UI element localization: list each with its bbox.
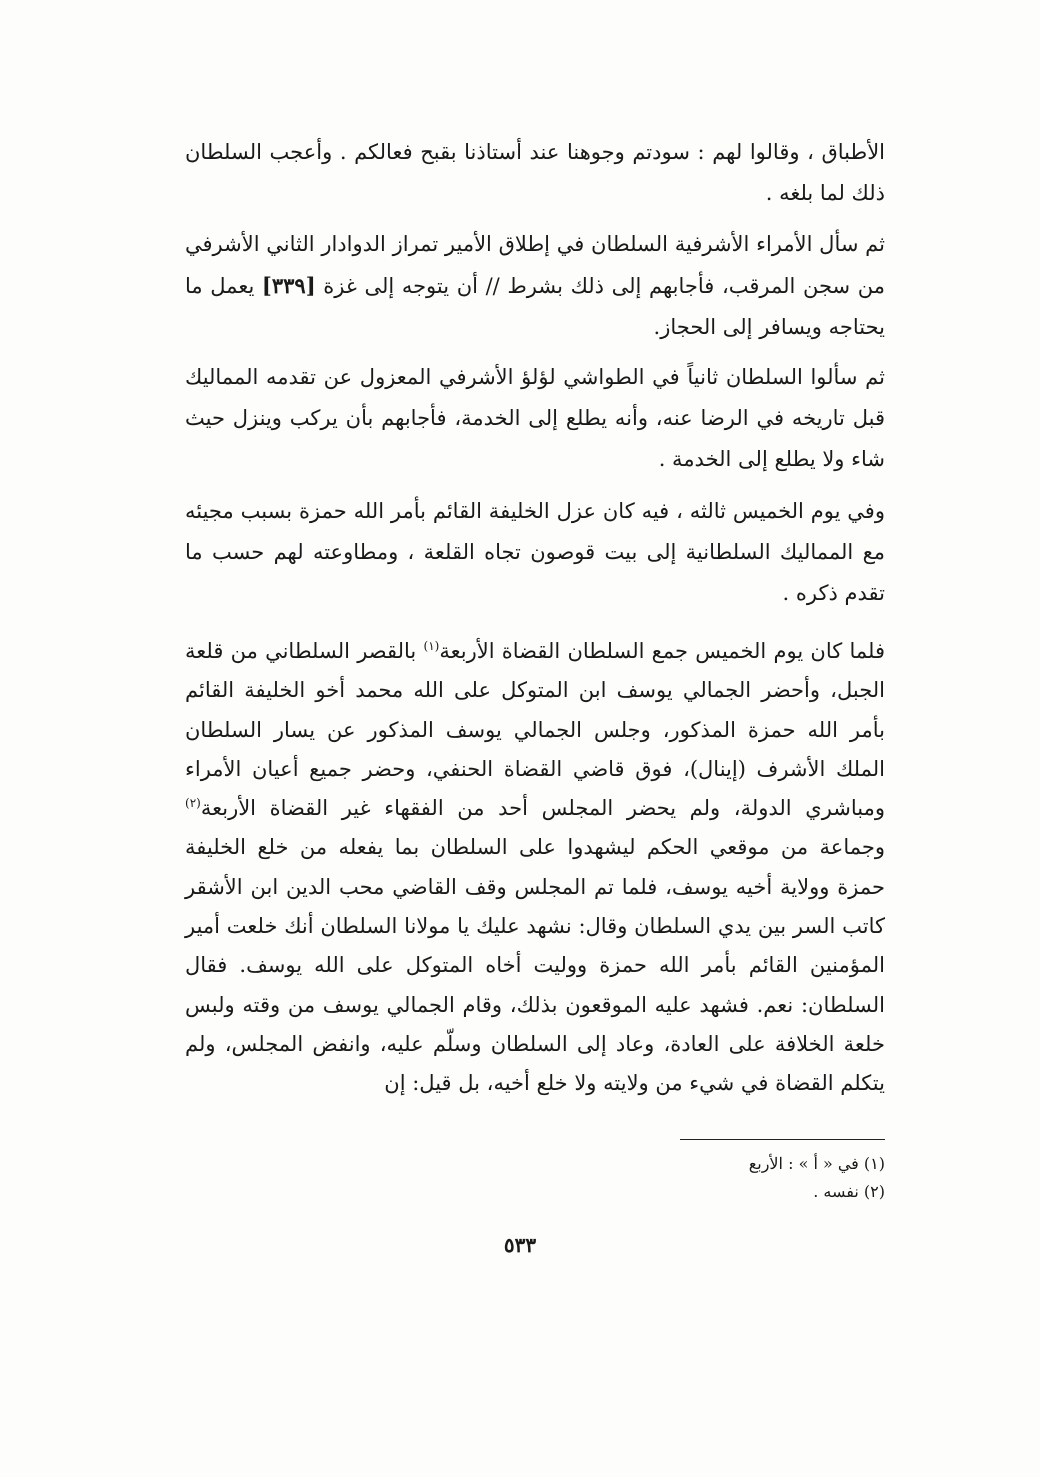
paragraph-4-text: وفي يوم الخميس ثالثه ، فيه كان عزل الخليفة القائم بأمر الله حمزة بسبب مجيئه مع المماليك السلطانية إلى بيت قوصون تجاه القلعة ، ومطاوعته لهم حسب ما تقدم ذكره . — [185, 499, 885, 605]
page-number: ٥٣٣ — [503, 1233, 537, 1257]
footnote-2: (٢) نفسه . — [813, 1182, 885, 1201]
paragraph-5 — [185, 632, 885, 1104]
paragraph-3-text: ثم سألوا السلطان ثانياً في الطواشي لؤلؤ الأشرفي المعزول عن تقدمه المماليك قبل تاريخه في الرضا عنه، وأنه يطلع إلى الخدمة، فأجابهم بأن يركب وينزل حيث شاء ولا يطلع إلى الخدمة . — [185, 365, 885, 471]
footnote-ref-1[interactable]: (١) — [423, 639, 440, 653]
paragraph-5-text-c: وجماعة من موقعي الحكم ليشهدوا على السلطان بما يفعله من خلع الخليفة حمزة وولاية أخيه يوسف، فلما تم المجلس وقف القاضي محب الدين ابن الأشقر كاتب السر بين يدي السلطان وقال: نشهد عليك يا مولانا السلطان أنك خلعت أمير المؤمنين القائم بأمر الله حمزة ووليت أخاه المتوكل على الله يوسف. فقال السلطان: نعم. فشهد عليه الموقعون بذلك، وقام الجمالي يوسف من وقته ولبس خلعة الخلافة على العادة، وعاد إلى السلطان وسلّم عليه، وانفض المجلس، ولم يتكلم القضاة في شيء من ولايته ولا خلع أخيه، بل قيل: إن — [185, 835, 885, 1096]
paragraph-3 — [185, 357, 885, 480]
footnote-1: (١) في « أ » : الأربع — [748, 1154, 885, 1173]
paragraph-5-text-a: فلما كان يوم الخميس جمع السلطان القضاة الأربعة — [439, 639, 885, 663]
paragraph-2-text-after: يعمل ما يحتاجه ويسافر إلى الحجاز. — [185, 274, 885, 339]
folio-marker: [٣٣٩] — [261, 273, 316, 298]
footnote-ref-2[interactable]: (٢) — [185, 796, 201, 811]
paragraph-2 — [185, 224, 885, 348]
footnote-divider — [680, 1139, 885, 1140]
paragraph-5-text-b: بالقصر السلطاني من قلعة الجبل، وأحضر الجمالي يوسف ابن المتوكل على الله محمد أخو الخليفة القائم بأمر الله حمزة المذكور، وجلس الجمالي يوسف المذكور عن يسار السلطان الملك الأشرف (إينال)، فوق قاضي القضاة الحنفي، وحضر جميع أعيان الأمراء ومباشري الدولة، ولم يحضر المجلس أحد من الفقهاء غير القضاة الأربعة — [185, 639, 885, 821]
footnotes-list — [500, 1150, 885, 1206]
paragraph-2-text-before: ثم سأل الأمراء الأشرفية السلطان في إطلاق الأمير تمراز الدوادار الثاني الأشرفي من سجن المرقب، فأجابهم إلى ذلك بشرط // أن يتوجه إلى غزة — [185, 232, 885, 298]
paragraph-1-text: الأطباق ، وقالوا لهم : سودتم وجوهنا عند أستاذنا بقبح فعالكم . وأعجب السلطان ذلك لما بلغه . — [185, 140, 885, 205]
paragraph-1 — [185, 132, 885, 214]
paragraph-4 — [185, 491, 885, 614]
